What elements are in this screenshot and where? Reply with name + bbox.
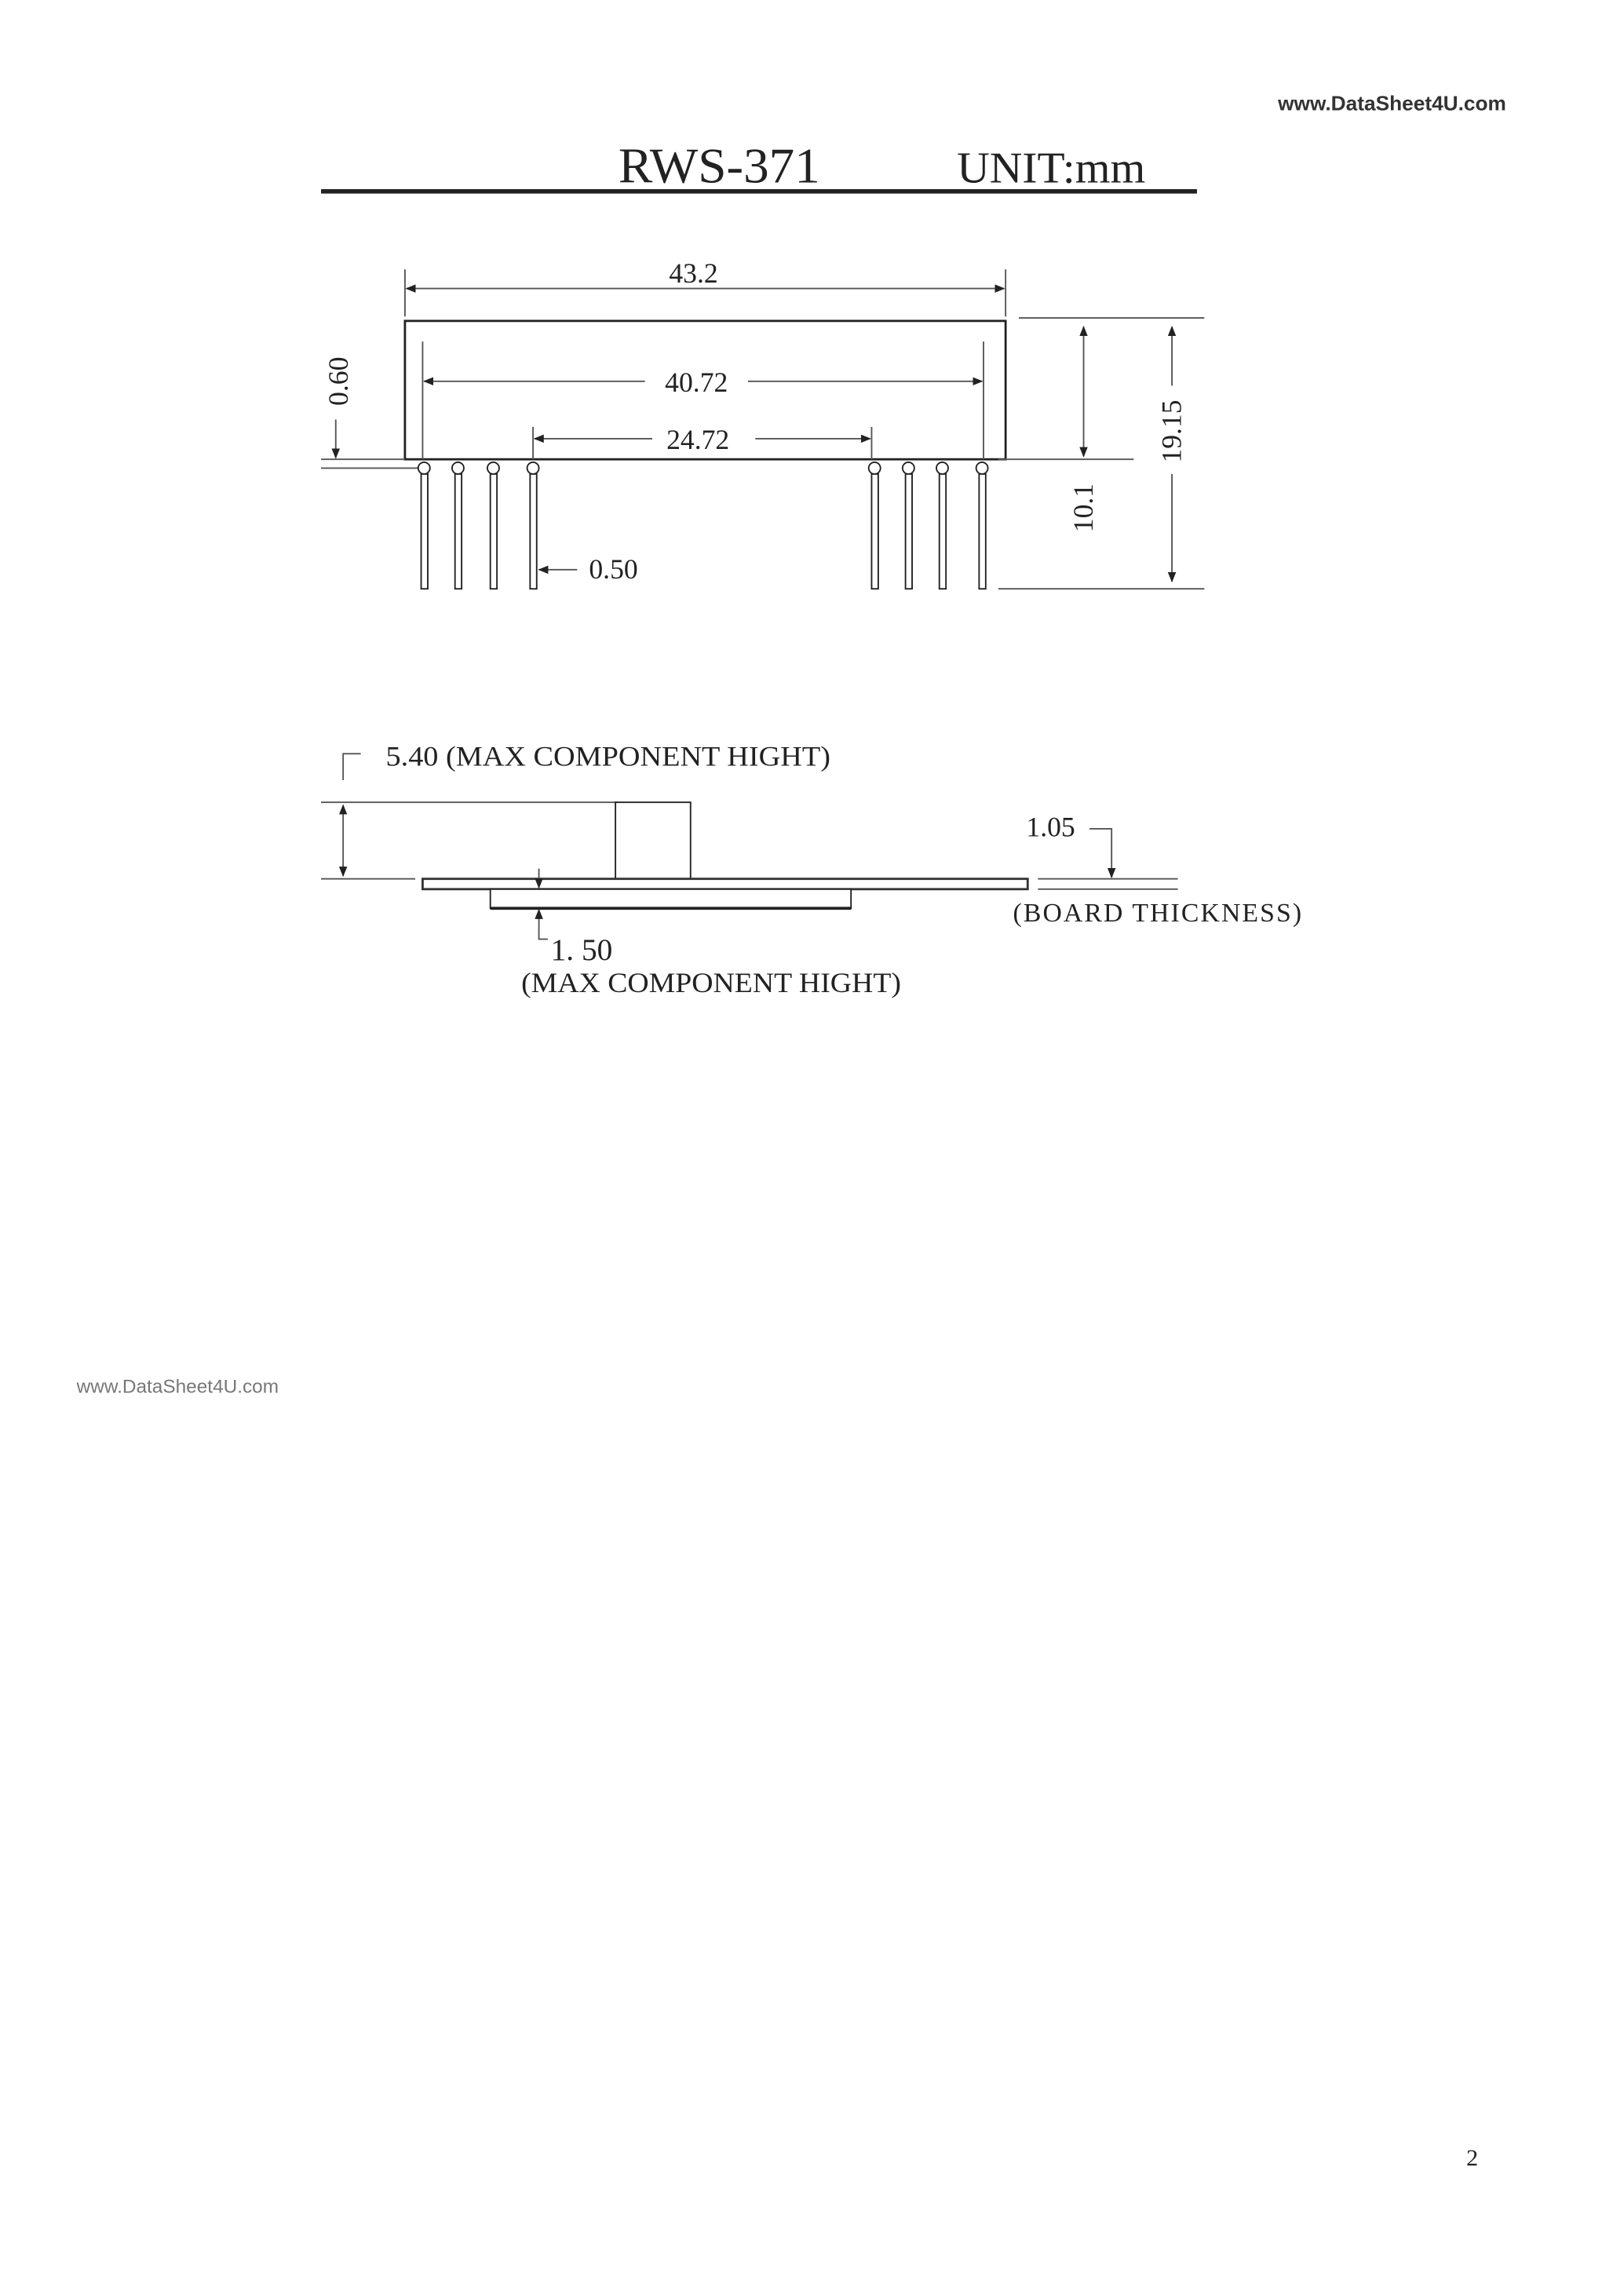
pin xyxy=(487,462,499,589)
pin xyxy=(903,462,914,589)
header-watermark[interactable]: www.DataSheet4U.com xyxy=(1278,91,1506,115)
pin xyxy=(936,462,948,589)
bottom-component xyxy=(491,889,852,908)
side-view-drawing xyxy=(321,740,1301,998)
dim-pin-width: 0.50 xyxy=(589,553,638,586)
pin xyxy=(976,462,988,589)
unit-label: UNIT:mm xyxy=(957,144,1146,193)
bottom-component-label: (MAX COMPONENT HIGHT) xyxy=(521,967,901,999)
dim-pin-span-inner: 24.72 xyxy=(666,424,730,456)
pcb-board xyxy=(422,879,1027,889)
pin xyxy=(418,462,430,589)
footer-watermark[interactable]: www.DataSheet4U.com xyxy=(76,1376,279,1398)
title-block xyxy=(321,138,1197,194)
dim-pin-span-outer: 40.72 xyxy=(665,366,728,398)
board-thickness-label: (BOARD THICKNESS) xyxy=(1013,899,1302,929)
dim-total-height: 19.15 xyxy=(1155,400,1188,463)
dim-body-height: 10.1 xyxy=(1067,483,1099,533)
pin xyxy=(452,462,464,589)
dim-bottom-component-value: 1. 50 xyxy=(550,932,613,967)
dim-overall-length: 43.2 xyxy=(669,257,718,290)
dim-top-component-height: 5.40 (MAX COMPONENT HIGHT) xyxy=(385,740,830,772)
pin xyxy=(527,462,539,589)
pins xyxy=(418,462,988,589)
page-number: 2 xyxy=(1466,2144,1479,2171)
dim-board-thickness-value: 1.05 xyxy=(1026,811,1075,843)
dim-pin-offset: 0.60 xyxy=(322,356,354,406)
pin xyxy=(869,462,881,589)
top-component xyxy=(615,802,691,879)
top-view-drawing xyxy=(321,257,1204,589)
model-title: RWS-371 xyxy=(618,137,820,194)
